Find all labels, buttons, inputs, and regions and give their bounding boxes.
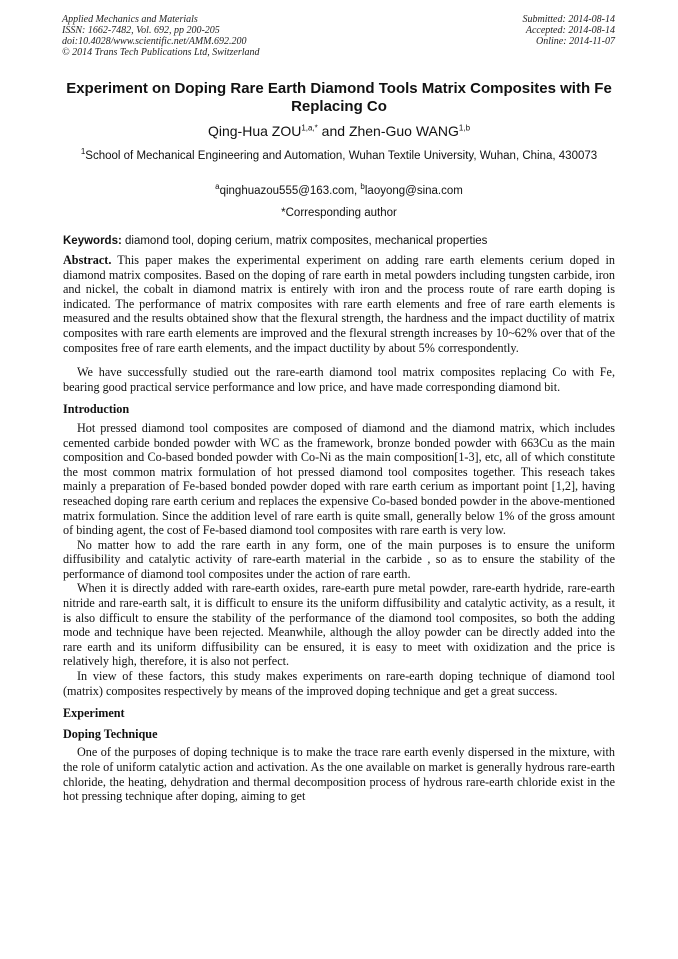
affiliation-text: School of Mechanical Engineering and Automation, Wuhan Textile University, Wuhan, China, 430073 xyxy=(85,150,598,162)
accepted-date: Accepted: 2014-08-14 xyxy=(525,25,615,36)
online-date: Online: 2014-11-07 xyxy=(536,36,615,47)
introduction-paragraph-4: In view of these factors, this study makes experiments on rare-earth doping technique of diamond tool (matrix) composites respectively by means of the improved doping technique and get a great success. xyxy=(63,669,615,698)
email-b-superscript: b xyxy=(360,182,365,192)
dates-info xyxy=(523,14,616,47)
doping-technique-heading: Doping Technique xyxy=(63,726,158,741)
author-1: Qing-Hua ZOU xyxy=(207,123,302,139)
email-b[interactable]: laoyong@sina.com xyxy=(364,185,463,197)
author-line xyxy=(40,122,638,140)
submitted-date: Submitted: 2014-08-14 xyxy=(522,14,615,25)
abstract-label: Abstract. xyxy=(63,253,112,267)
corresponding-author-note: *Corresponding author xyxy=(281,207,397,219)
paper-body xyxy=(63,253,615,804)
abstract-paragraph xyxy=(63,253,615,355)
keywords-text: diamond tool, doping cerium, matrix composites, mechanical properties xyxy=(121,235,488,247)
author-2-superscript: 1,b xyxy=(458,123,471,133)
email-a-superscript: a xyxy=(215,182,220,192)
author-emails xyxy=(40,184,638,199)
journal-copyright: © 2014 Trans Tech Publications Ltd, Switzerland xyxy=(62,47,260,58)
introduction-paragraph-1: Hot pressed diamond tool composites are composed of diamond and the diamond matrix, which includes cemented carbide bonded powder with WC as the framework, bronze bonded powder with 663Cu as the main composition and Co-based bonded powder with Co-Ni as the main composition[1-3], etc, all of which constitute the most common matrix formulation of hot pressed diamond tool composites together. This reseach takes mainly a preparation of Fe-based bonded powder doped with rare earth cerium as important point [1,2], having reseached doping rare earth cerium and replaces the expensive Co-based bonded powder in the above-mentioned matrix formulation. Since the addition level of rare earth is quite small, generally below 1% of the gross amount of binding agent, the cost of Fe-based diamond tool composites with rare earth is very low. xyxy=(63,420,615,538)
affiliation-superscript: 1 xyxy=(80,147,86,157)
keywords xyxy=(63,234,615,249)
keywords-label: Keywords: xyxy=(63,235,122,247)
paper-title: Experiment on Doping Rare Earth Diamond Tools Matrix Composites with Fe Replacing Co xyxy=(66,80,612,115)
experiment-paragraph-1: One of the purposes of doping technique is to make the trace rare earth evenly dispersed in the mixture, with the role of uniform catalytic action and activation. As the one available on market is generally hydrous rare-earth chloride, the heating, dehydration and thermal decomposition process of hydrous rare-earth chloride exist in the hot pressing technique after doping, aiming to get xyxy=(63,745,615,804)
affiliation xyxy=(70,149,608,164)
introduction-paragraph-2: No matter how to add the rare earth in any form, one of the main purposes is to ensure the uniform diffusibility and catalytic activity of rare-earth material in the carbide , so as to ensure the stability of the performance of diamond tool composites under the action of rare earth. xyxy=(63,537,615,581)
introduction-paragraph-3: When it is directly added with rare-earth oxides, rare-earth pure metal powder, rare-earth hydride, rare-earth nitride and rare-earth salt, it is difficult to ensure its the uniform diffusibility and catalytic activity, as a result, it is also difficult to ensure the stability of the performance of the diamond tool composites, so both the adding mode and technique have been rejected. Meanwhile, although the alloy powder can be directly added into the rare earth and its uniform diffusibility can be ensured, it is easy to meet with oxidization and the price is relatively high, therefore, it is also not perfect. xyxy=(63,581,615,669)
author-1-superscript: 1,a,* xyxy=(301,123,318,133)
abstract-text: This paper makes the experimental experiment on adding rare earth elements cerium doped in diamond matrix composites. Based on the doping of rare earth in metal powders including tungsten carbide, iron and nickel, the cobalt in diamond matrix is entirely with iron and the process route of rare earth doping is indicated. The performance of matrix composites with rare earth elements and free of rare earth elements is measured and the results obtained show that the flexural strength, the hardness and the impact ductility of matrix composites with rare earth elements are improved and the flexural strength increases by 10~62% over that of the composites free of rare earth elements, and the impact ductility by about 5% correspondently. xyxy=(63,253,615,355)
journal-issn: ISSN: 1662-7482, Vol. 692, pp 200-205 xyxy=(62,25,220,36)
abstract-paragraph-2: We have successfully studied out the rare-earth diamond tool matrix composites replacing Co with Fe, bearing good practical service performance and low price, and have made corresponding diamond bit. xyxy=(63,365,615,394)
author-conjunction: and xyxy=(317,123,349,139)
journal-info xyxy=(62,14,260,58)
journal-name: Applied Mechanics and Materials xyxy=(62,14,198,25)
introduction-heading: Introduction xyxy=(63,402,130,417)
author-2: Zhen-Guo WANG xyxy=(348,123,459,139)
experiment-heading: Experiment xyxy=(63,706,125,721)
email-a[interactable]: qinghuazou555@163.com, xyxy=(219,185,361,197)
journal-doi: doi:10.4028/www.scientific.net/AMM.692.200 xyxy=(62,36,247,47)
